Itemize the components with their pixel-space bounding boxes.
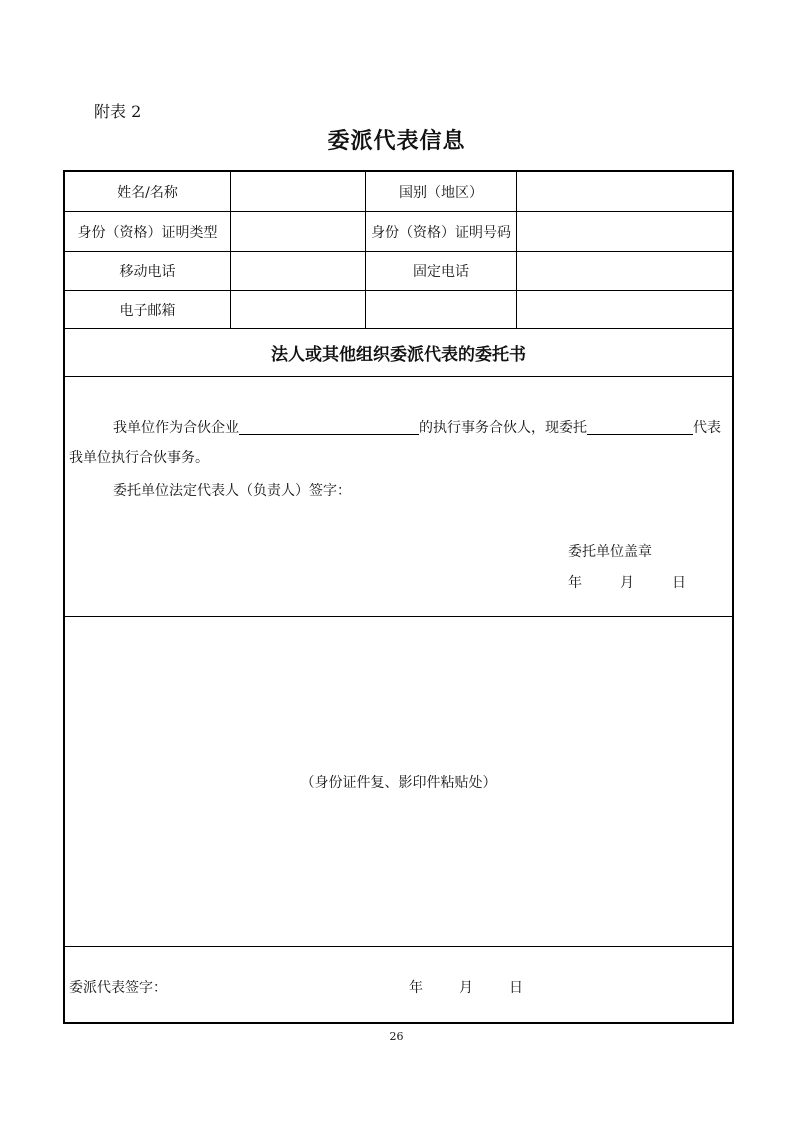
form-frame bbox=[63, 170, 734, 1024]
id-copy-note: （身份证件复、影印件粘贴处） bbox=[300, 774, 497, 791]
email-label: 电子邮箱 bbox=[65, 291, 231, 329]
delegate-name-blank[interactable] bbox=[587, 420, 693, 435]
letter-text-partnership: 我单位作为合伙企业 bbox=[113, 420, 239, 436]
name-label: 姓名/名称 bbox=[65, 172, 231, 212]
email-field[interactable] bbox=[231, 291, 366, 329]
country-field[interactable] bbox=[517, 172, 732, 212]
letter-date bbox=[568, 572, 686, 592]
letter-section-title: 法人或其他组织委派代表的委托书 bbox=[65, 329, 732, 377]
rep-date-day: 日 bbox=[509, 980, 523, 996]
page-number: 26 bbox=[389, 1030, 404, 1043]
rep-signature-label: 委派代表签字： bbox=[69, 980, 167, 996]
id-type-label: 身份（资格）证明类型 bbox=[65, 212, 231, 252]
letter-date-month: 月 bbox=[620, 575, 634, 591]
appendix-label: 附表 2 bbox=[94, 102, 142, 121]
rep-date-month: 月 bbox=[459, 980, 473, 996]
email-extra-field-2[interactable] bbox=[517, 291, 732, 329]
id-number-label: 身份（资格）证明号码 bbox=[366, 212, 517, 252]
rep-date-year: 年 bbox=[409, 980, 423, 996]
rep-date bbox=[409, 977, 523, 997]
legal-rep-signature-label: 委托单位法定代表人（负责人）签字： bbox=[113, 483, 351, 499]
rep-signature-row bbox=[65, 947, 732, 1022]
mobile-field[interactable] bbox=[231, 252, 366, 291]
authorization-letter bbox=[65, 377, 732, 617]
page-title: 委派代表信息 bbox=[327, 129, 466, 154]
id-copy-paste-area bbox=[65, 617, 732, 947]
letter-date-day: 日 bbox=[672, 575, 686, 591]
id-number-field[interactable] bbox=[517, 212, 732, 252]
landline-label: 固定电话 bbox=[366, 252, 517, 291]
letter-line-2: 我单位执行合伙事务。 bbox=[69, 450, 209, 466]
letter-date-year: 年 bbox=[568, 575, 582, 591]
landline-field[interactable] bbox=[517, 252, 732, 291]
email-extra-field[interactable] bbox=[366, 291, 517, 329]
country-label: 国别（地区） bbox=[366, 172, 517, 212]
name-field[interactable] bbox=[231, 172, 366, 212]
id-type-field[interactable] bbox=[231, 212, 366, 252]
partnership-name-blank[interactable] bbox=[239, 420, 419, 435]
letter-text-executive: 的执行事务合伙人，现委托 bbox=[419, 420, 587, 436]
mobile-label: 移动电话 bbox=[65, 252, 231, 291]
letter-text-represent: 代表 bbox=[693, 420, 721, 436]
seal-label: 委托单位盖章 bbox=[568, 544, 652, 560]
letter-line-1 bbox=[113, 417, 721, 437]
